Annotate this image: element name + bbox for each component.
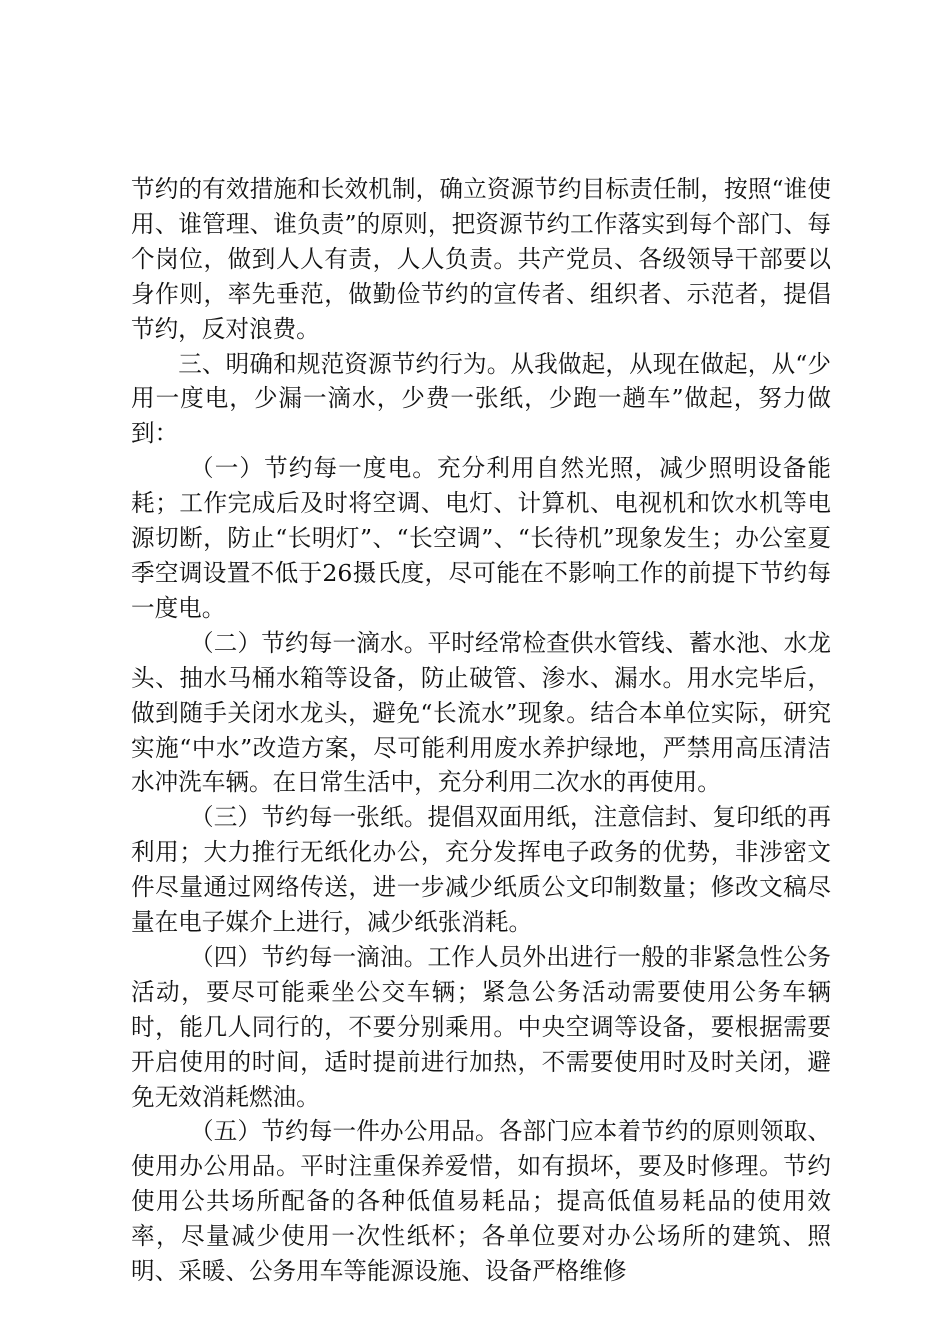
paragraph-section-three: 三、明确和规范资源节约行为。从我做起，从现在做起，从“少用一度电，少漏一滴水，少费一张纸，少跑一趟车”做起，努力做到： <box>131 349 831 448</box>
paragraph-item-water: （二）节约每一滴水。平时经常检查供水管线、蓄水池、水龙头、抽水马桶水箱等设备，防止破管、渗水、漏水。用水完毕后，做到随手关闭水龙头，避免“长流水”现象。结合本单位实际，研究实施“中水”改造方案，尽可能利用废水养护绿地，严禁用高压清洁水冲洗车辆。在日常生活中，充分利用二次水的再使用。 <box>131 628 831 797</box>
paragraph-item-oil: （四）节约每一滴油。工作人员外出进行一般的非紧急性公务活动，要尽可能乘坐公交车辆；紧急公务活动需要使用公务车辆时，能几人同行的，不要分别乘用。中央空调等设备，要根据需要开启使用的时间，适时提前进行加热，不需要使用时及时关闭，避免无效消耗燃油。 <box>131 942 831 1111</box>
paragraph-item-electricity: （一）节约每一度电。充分利用自然光照，减少照明设备能耗；工作完成后及时将空调、电灯、计算机、电视机和饮水机等电源切断，防止“长明灯”、“长空调”、“长待机”现象发生；办公室夏季空调设置不低于26摄氏度，尽可能在不影响工作的前提下节约每一度电。 <box>131 454 831 622</box>
paragraph-item-paper: （三）节约每一张纸。提倡双面用纸，注意信封、复印纸的再利用；大力推行无纸化办公，充分发挥电子政务的优势，非涉密文件尽量通过网络传送，进一步减少纸质公文印制数量；修改文稿尽量在电子媒介上进行，减少纸张消耗。 <box>131 803 831 937</box>
paragraph-item-office-supplies: （五）节约每一件办公用品。各部门应本着节约的原则领取、使用办公用品。平时注重保养爱惜，如有损坏，要及时修理。节约使用公共场所配备的各种低值易耗品；提高低值易耗品的使用效率，尽量减少使用一次性纸杯；各单位要对办公场所的建筑、照明、采暖、公务用车等能源设施、设备严格维修 <box>131 1117 831 1286</box>
paragraph-intro: 节约的有效措施和长效机制，确立资源节约目标责任制，按照“谁使用、谁管理、谁负责”的原则，把资源节约工作落实到每个部门、每个岗位，做到人人有责，人人负责。共产党员、各级领导干部要以身作则，率先垂范，做勤俭节约的宣传者、组织者、示范者，提倡节约，反对浪费。 <box>131 175 831 343</box>
document-body <box>131 172 831 1289</box>
